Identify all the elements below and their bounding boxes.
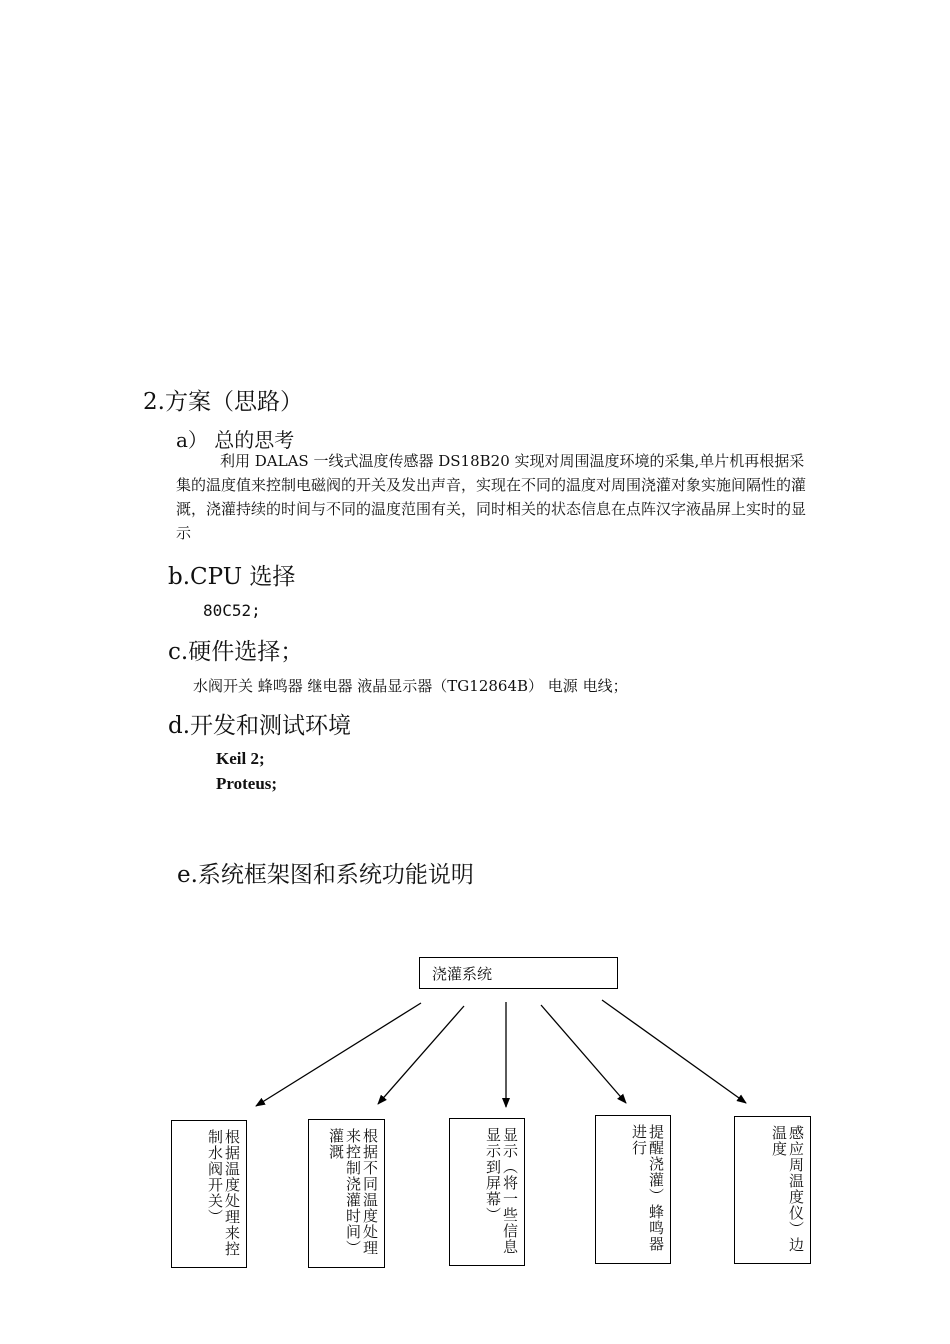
diagram-child-box-5 xyxy=(734,1116,811,1264)
diagram-child-box-2 xyxy=(308,1119,385,1268)
subsection-a-heading: a） 总的思考 xyxy=(176,428,295,452)
diagram-child-box-3 xyxy=(449,1118,525,1266)
cpu-value: 80C52; xyxy=(203,601,261,620)
subsection-d-heading: d.开发和测试环境 xyxy=(168,713,352,739)
arrow-2 xyxy=(378,1006,464,1104)
arrow-4 xyxy=(541,1005,626,1103)
env-item-proteus: Proteus; xyxy=(216,774,278,793)
diagram-root-label: 浇灌系统 xyxy=(432,965,493,983)
arrow-1 xyxy=(256,1003,421,1106)
diagram-child-label-5: 感应周温度仪）边温度 xyxy=(770,1125,805,1253)
hardware-list: 水阀开关 蜂鸣器 继电器 液晶显示器（TG12864B） 电源 电线； xyxy=(193,677,628,695)
diagram-child-label-1: 根据温度处理来控制水阀开关） xyxy=(206,1129,241,1257)
env-item-keil: Keil 2; xyxy=(216,749,265,768)
diagram-root-box xyxy=(419,957,618,989)
arrow-5 xyxy=(602,1000,746,1103)
diagram-child-box-4 xyxy=(595,1115,671,1264)
subsection-b-heading: b.CPU 选择 xyxy=(168,564,296,590)
subsection-a-paragraph: 利用 DALAS 一线式温度传感器 DS18B20 实现对周围温度环境的采集,单片机再根据采集的温度值来控制电磁阀的开关及发出声音，实现在不同的温度对周围浇灌对象实施间隔性的灌溉，浇灌持续的时间与不同的温度范围有关，同时相关的状态信息在点阵汉字液晶屏上实时的显示 xyxy=(176,452,807,542)
diagram-child-label-2: 根据不同温度处理来控制浇灌时间）灌溉 xyxy=(327,1128,379,1256)
diagram-child-box-1 xyxy=(171,1120,247,1268)
subsection-c-heading: c.硬件选择； xyxy=(168,639,304,665)
section-title: 2.方案（思路） xyxy=(143,389,303,415)
subsection-e-heading: e.系统框架图和系统功能说明 xyxy=(177,862,474,888)
diagram-child-label-4: 提醒浇灌）蜂鸣器进行 xyxy=(630,1124,665,1252)
diagram-child-label-3: 显示（将一些信息显示到屏幕） xyxy=(484,1127,519,1255)
